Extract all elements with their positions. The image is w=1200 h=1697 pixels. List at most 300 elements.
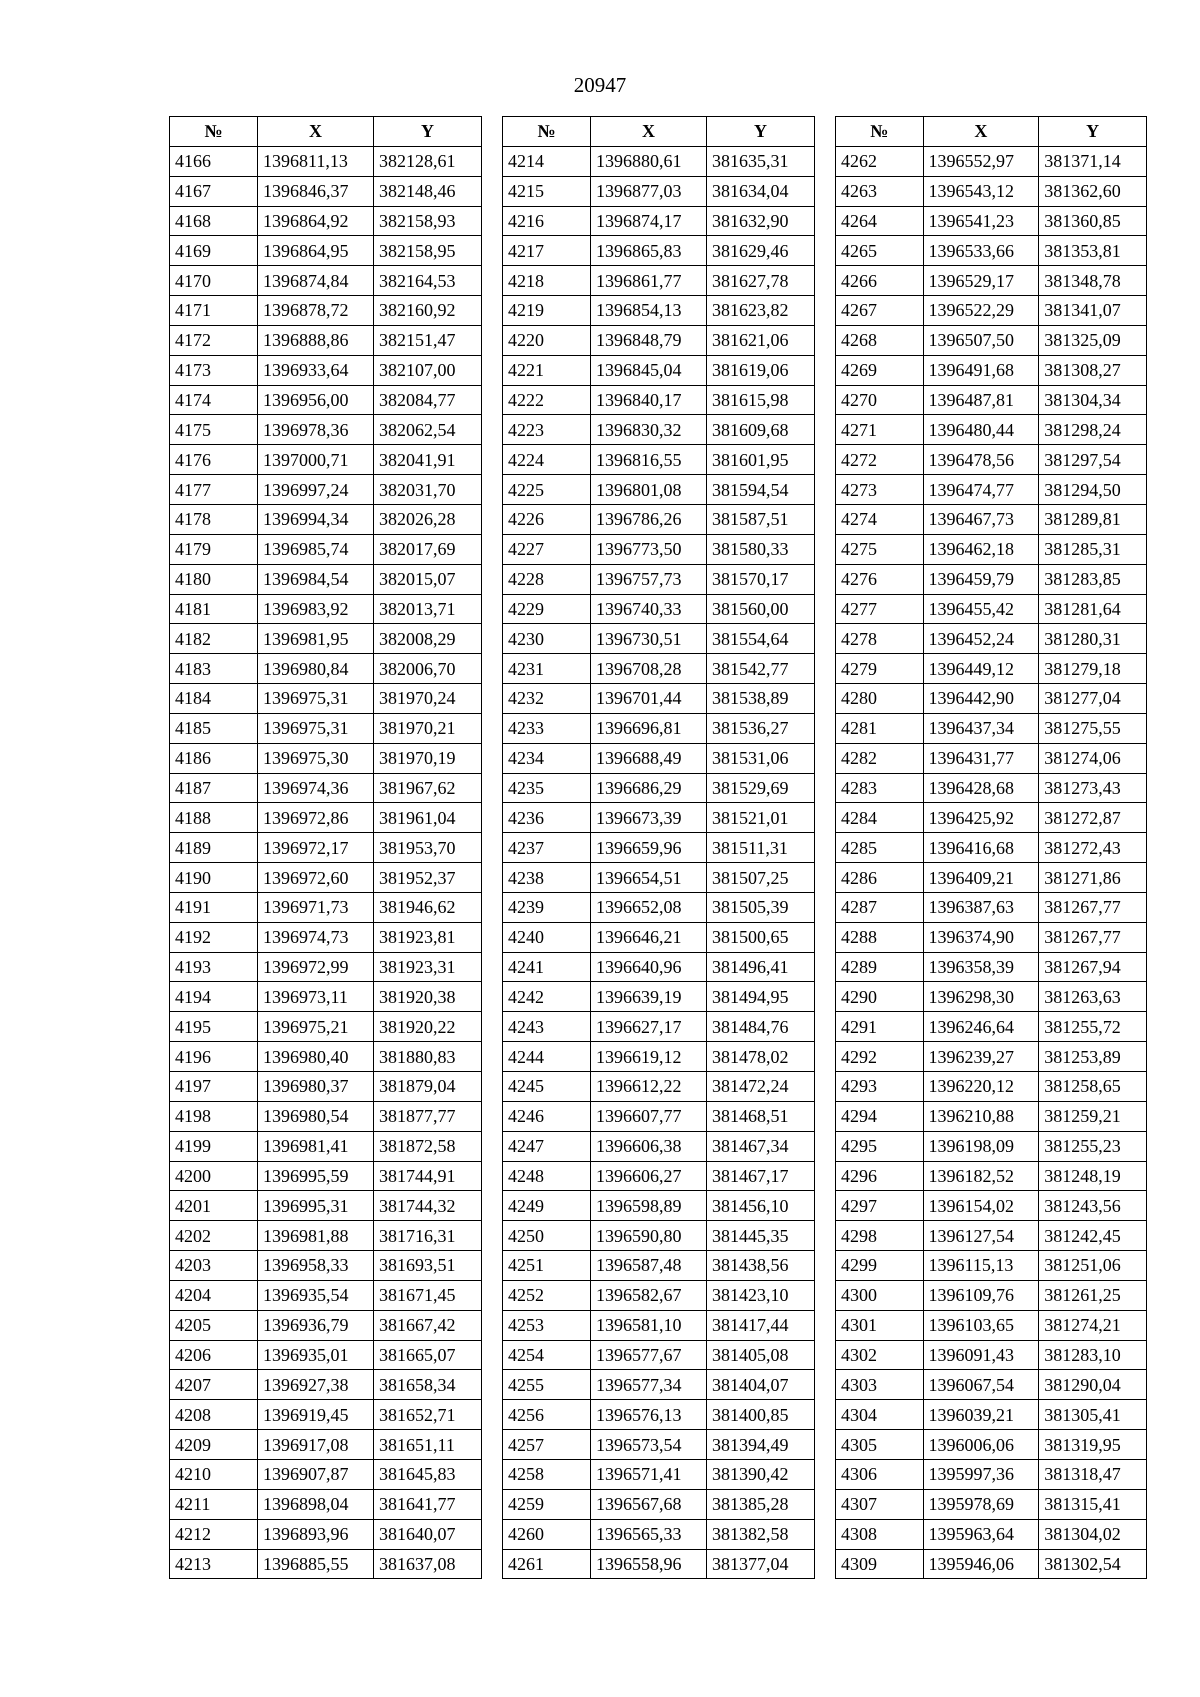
table-row [170, 892, 482, 922]
table-row [503, 713, 815, 743]
y-coordinate-cell: 382158,93 [374, 206, 482, 236]
y-coordinate-cell: 381274,21 [1039, 1310, 1147, 1340]
y-coordinate-cell: 382041,91 [374, 445, 482, 475]
x-coordinate-cell: 1396864,92 [258, 206, 374, 236]
table-row [170, 952, 482, 982]
table-row [836, 1101, 1147, 1131]
y-coordinate-cell: 381308,27 [1039, 355, 1147, 385]
x-coordinate-cell: 1396978,36 [258, 415, 374, 445]
table-row [503, 773, 815, 803]
table-row [836, 654, 1147, 684]
point-number-cell: 4239 [503, 892, 591, 922]
x-coordinate-cell: 1396567,68 [591, 1489, 707, 1519]
header-y: Y [1039, 117, 1147, 147]
point-number-cell: 4279 [836, 654, 924, 684]
point-number-cell: 4174 [170, 385, 258, 415]
y-coordinate-cell: 381634,04 [707, 176, 815, 206]
y-coordinate-cell: 381632,90 [707, 206, 815, 236]
point-number-cell: 4254 [503, 1340, 591, 1370]
y-coordinate-cell: 382013,71 [374, 594, 482, 624]
point-number-cell: 4247 [503, 1131, 591, 1161]
y-coordinate-cell: 381283,10 [1039, 1340, 1147, 1370]
point-number-cell: 4195 [170, 1012, 258, 1042]
table-row [170, 325, 482, 355]
x-coordinate-cell: 1396182,52 [923, 1161, 1039, 1191]
table-row [503, 534, 815, 564]
x-coordinate-cell: 1396571,41 [591, 1459, 707, 1489]
y-coordinate-cell: 381305,41 [1039, 1400, 1147, 1430]
y-coordinate-cell: 381360,85 [1039, 206, 1147, 236]
table-row [503, 296, 815, 326]
y-coordinate-cell: 381304,02 [1039, 1519, 1147, 1549]
x-coordinate-cell: 1396773,50 [591, 534, 707, 564]
y-coordinate-cell: 381627,78 [707, 266, 815, 296]
x-coordinate-cell: 1396880,61 [591, 146, 707, 176]
table-row [836, 176, 1147, 206]
x-coordinate-cell: 1396582,67 [591, 1280, 707, 1310]
y-coordinate-cell: 381290,04 [1039, 1370, 1147, 1400]
y-coordinate-cell: 381667,42 [374, 1310, 482, 1340]
x-coordinate-cell: 1397000,71 [258, 445, 374, 475]
y-coordinate-cell: 381304,34 [1039, 385, 1147, 415]
table-row [503, 445, 815, 475]
y-coordinate-cell: 381255,72 [1039, 1012, 1147, 1042]
point-number-cell: 4212 [170, 1519, 258, 1549]
table-row [170, 1012, 482, 1042]
point-number-cell: 4207 [170, 1370, 258, 1400]
y-coordinate-cell: 381554,64 [707, 624, 815, 654]
x-coordinate-cell: 1396006,06 [923, 1430, 1039, 1460]
point-number-cell: 4255 [503, 1370, 591, 1400]
y-coordinate-cell: 381267,77 [1039, 922, 1147, 952]
table-row [836, 743, 1147, 773]
point-number-cell: 4284 [836, 803, 924, 833]
x-coordinate-cell: 1396885,55 [258, 1549, 374, 1579]
point-number-cell: 4197 [170, 1072, 258, 1102]
table-row [170, 445, 482, 475]
table-row [836, 355, 1147, 385]
x-coordinate-cell: 1396975,30 [258, 743, 374, 773]
y-coordinate-cell: 381693,51 [374, 1251, 482, 1281]
y-coordinate-cell: 381651,11 [374, 1430, 482, 1460]
x-coordinate-cell: 1396861,77 [591, 266, 707, 296]
y-coordinate-cell: 381645,83 [374, 1459, 482, 1489]
y-coordinate-cell: 381385,28 [707, 1489, 815, 1519]
table-row [170, 1430, 482, 1460]
table-row [836, 1340, 1147, 1370]
y-coordinate-cell: 381609,68 [707, 415, 815, 445]
table-row [503, 1072, 815, 1102]
point-number-cell: 4182 [170, 624, 258, 654]
x-coordinate-cell: 1396298,30 [923, 982, 1039, 1012]
table-row [836, 863, 1147, 893]
x-coordinate-cell: 1396409,21 [923, 863, 1039, 893]
table-row [836, 594, 1147, 624]
table-row [503, 504, 815, 534]
x-coordinate-cell: 1396985,74 [258, 534, 374, 564]
table-row [836, 982, 1147, 1012]
x-coordinate-cell: 1396757,73 [591, 564, 707, 594]
y-coordinate-cell: 381946,62 [374, 892, 482, 922]
x-coordinate-cell: 1396577,34 [591, 1370, 707, 1400]
table-row [836, 1370, 1147, 1400]
coordinate-table-3 [835, 116, 1147, 1579]
x-coordinate-cell: 1396474,77 [923, 475, 1039, 505]
table-row [503, 325, 815, 355]
point-number-cell: 4215 [503, 176, 591, 206]
table-body [503, 146, 815, 1579]
y-coordinate-cell: 381255,23 [1039, 1131, 1147, 1161]
coordinate-table-2 [502, 116, 815, 1579]
y-coordinate-cell: 381394,49 [707, 1430, 815, 1460]
point-number-cell: 4272 [836, 445, 924, 475]
y-coordinate-cell: 381744,32 [374, 1191, 482, 1221]
x-coordinate-cell: 1396981,88 [258, 1221, 374, 1251]
table-row [836, 1191, 1147, 1221]
table-row [503, 1131, 815, 1161]
x-coordinate-cell: 1396981,41 [258, 1131, 374, 1161]
table-row [503, 982, 815, 1012]
point-number-cell: 4227 [503, 534, 591, 564]
point-number-cell: 4190 [170, 863, 258, 893]
table-row [503, 564, 815, 594]
y-coordinate-cell: 382158,95 [374, 236, 482, 266]
y-coordinate-cell: 382015,07 [374, 564, 482, 594]
table-row [503, 803, 815, 833]
y-coordinate-cell: 381542,77 [707, 654, 815, 684]
table-row [170, 564, 482, 594]
x-coordinate-cell: 1396984,54 [258, 564, 374, 594]
table-row [170, 266, 482, 296]
table-row [503, 1519, 815, 1549]
y-coordinate-cell: 381970,24 [374, 684, 482, 714]
table-row [503, 266, 815, 296]
header-y: Y [374, 117, 482, 147]
table-row [170, 1459, 482, 1489]
x-coordinate-cell: 1396127,54 [923, 1221, 1039, 1251]
x-coordinate-cell: 1396956,00 [258, 385, 374, 415]
table-row [170, 1221, 482, 1251]
y-coordinate-cell: 381744,91 [374, 1161, 482, 1191]
y-coordinate-cell: 381467,34 [707, 1131, 815, 1161]
y-coordinate-cell: 381594,54 [707, 475, 815, 505]
x-coordinate-cell: 1396972,99 [258, 952, 374, 982]
y-coordinate-cell: 381445,35 [707, 1221, 815, 1251]
table-row [170, 475, 482, 505]
table-row [170, 684, 482, 714]
y-coordinate-cell: 381289,81 [1039, 504, 1147, 534]
table-row [170, 982, 482, 1012]
point-number-cell: 4293 [836, 1072, 924, 1102]
y-coordinate-cell: 381283,85 [1039, 564, 1147, 594]
y-coordinate-cell: 381587,51 [707, 504, 815, 534]
x-coordinate-cell: 1396431,77 [923, 743, 1039, 773]
point-number-cell: 4291 [836, 1012, 924, 1042]
y-coordinate-cell: 381923,81 [374, 922, 482, 952]
table-row [170, 1072, 482, 1102]
x-coordinate-cell: 1396612,22 [591, 1072, 707, 1102]
y-coordinate-cell: 381619,06 [707, 355, 815, 385]
point-number-cell: 4280 [836, 684, 924, 714]
table-row [170, 624, 482, 654]
y-coordinate-cell: 381275,55 [1039, 713, 1147, 743]
x-coordinate-cell: 1396980,37 [258, 1072, 374, 1102]
header-row [836, 117, 1147, 147]
y-coordinate-cell: 381456,10 [707, 1191, 815, 1221]
y-coordinate-cell: 381467,17 [707, 1161, 815, 1191]
x-coordinate-cell: 1396358,39 [923, 952, 1039, 982]
x-coordinate-cell: 1396543,12 [923, 176, 1039, 206]
x-coordinate-cell: 1396467,73 [923, 504, 1039, 534]
point-number-cell: 4210 [170, 1459, 258, 1489]
table-row [503, 1101, 815, 1131]
point-number-cell: 4263 [836, 176, 924, 206]
table-row [836, 1072, 1147, 1102]
table-row [170, 922, 482, 952]
y-coordinate-cell: 381404,07 [707, 1370, 815, 1400]
coordinate-table-1 [169, 116, 482, 1579]
point-number-cell: 4224 [503, 445, 591, 475]
point-number-cell: 4299 [836, 1251, 924, 1281]
table-row [170, 594, 482, 624]
point-number-cell: 4203 [170, 1251, 258, 1281]
x-coordinate-cell: 1396974,73 [258, 922, 374, 952]
x-coordinate-cell: 1396577,67 [591, 1340, 707, 1370]
y-coordinate-cell: 382031,70 [374, 475, 482, 505]
point-number-cell: 4266 [836, 266, 924, 296]
x-coordinate-cell: 1396452,24 [923, 624, 1039, 654]
header-row [503, 117, 815, 147]
point-number-cell: 4187 [170, 773, 258, 803]
point-number-cell: 4306 [836, 1459, 924, 1489]
point-number-cell: 4199 [170, 1131, 258, 1161]
y-coordinate-cell: 381923,31 [374, 952, 482, 982]
table-row [503, 176, 815, 206]
table-row [170, 1310, 482, 1340]
header-number: № [503, 117, 591, 147]
x-coordinate-cell: 1396846,37 [258, 176, 374, 206]
table-row [836, 206, 1147, 236]
point-number-cell: 4269 [836, 355, 924, 385]
x-coordinate-cell: 1396980,84 [258, 654, 374, 684]
x-coordinate-cell: 1396975,21 [258, 1012, 374, 1042]
x-coordinate-cell: 1396801,08 [591, 475, 707, 505]
x-coordinate-cell: 1396459,79 [923, 564, 1039, 594]
y-coordinate-cell: 381496,41 [707, 952, 815, 982]
x-coordinate-cell: 1396686,29 [591, 773, 707, 803]
x-coordinate-cell: 1396606,38 [591, 1131, 707, 1161]
table-row [503, 1489, 815, 1519]
table-row [503, 743, 815, 773]
point-number-cell: 4297 [836, 1191, 924, 1221]
y-coordinate-cell: 381880,83 [374, 1042, 482, 1072]
table-row [836, 1459, 1147, 1489]
y-coordinate-cell: 381641,77 [374, 1489, 482, 1519]
point-number-cell: 4245 [503, 1072, 591, 1102]
point-number-cell: 4298 [836, 1221, 924, 1251]
table-row [170, 803, 482, 833]
point-number-cell: 4211 [170, 1489, 258, 1519]
point-number-cell: 4233 [503, 713, 591, 743]
table-row [836, 1251, 1147, 1281]
y-coordinate-cell: 381263,63 [1039, 982, 1147, 1012]
y-coordinate-cell: 381538,89 [707, 684, 815, 714]
point-number-cell: 4296 [836, 1161, 924, 1191]
y-coordinate-cell: 381629,46 [707, 236, 815, 266]
x-coordinate-cell: 1396659,96 [591, 833, 707, 863]
y-coordinate-cell: 381500,65 [707, 922, 815, 952]
y-coordinate-cell: 381341,07 [1039, 296, 1147, 326]
x-coordinate-cell: 1396972,17 [258, 833, 374, 863]
table-row [170, 1340, 482, 1370]
point-number-cell: 4268 [836, 325, 924, 355]
x-coordinate-cell: 1396154,02 [923, 1191, 1039, 1221]
point-number-cell: 4234 [503, 743, 591, 773]
y-coordinate-cell: 381271,86 [1039, 863, 1147, 893]
table-row [836, 1221, 1147, 1251]
x-coordinate-cell: 1396701,44 [591, 684, 707, 714]
x-coordinate-cell: 1396533,66 [923, 236, 1039, 266]
x-coordinate-cell: 1395963,64 [923, 1519, 1039, 1549]
table-body [836, 146, 1147, 1579]
point-number-cell: 4253 [503, 1310, 591, 1340]
x-coordinate-cell: 1396995,31 [258, 1191, 374, 1221]
y-coordinate-cell: 381248,19 [1039, 1161, 1147, 1191]
x-coordinate-cell: 1396811,13 [258, 146, 374, 176]
x-coordinate-cell: 1396115,13 [923, 1251, 1039, 1281]
x-coordinate-cell: 1396522,29 [923, 296, 1039, 326]
point-number-cell: 4251 [503, 1251, 591, 1281]
point-number-cell: 4283 [836, 773, 924, 803]
x-coordinate-cell: 1396980,40 [258, 1042, 374, 1072]
table-row [503, 892, 815, 922]
x-coordinate-cell: 1396983,92 [258, 594, 374, 624]
table-row [170, 1549, 482, 1579]
y-coordinate-cell: 381243,56 [1039, 1191, 1147, 1221]
table-row [503, 1012, 815, 1042]
x-coordinate-cell: 1396478,56 [923, 445, 1039, 475]
point-number-cell: 4275 [836, 534, 924, 564]
x-coordinate-cell: 1395946,06 [923, 1549, 1039, 1579]
table-row [170, 1191, 482, 1221]
point-number-cell: 4184 [170, 684, 258, 714]
y-coordinate-cell: 381272,87 [1039, 803, 1147, 833]
y-coordinate-cell: 381259,21 [1039, 1101, 1147, 1131]
x-coordinate-cell: 1396239,27 [923, 1042, 1039, 1072]
point-number-cell: 4218 [503, 266, 591, 296]
point-number-cell: 4242 [503, 982, 591, 1012]
point-number-cell: 4214 [503, 146, 591, 176]
y-coordinate-cell: 381348,78 [1039, 266, 1147, 296]
y-coordinate-cell: 381658,34 [374, 1370, 482, 1400]
y-coordinate-cell: 381623,82 [707, 296, 815, 326]
y-coordinate-cell: 381529,69 [707, 773, 815, 803]
y-coordinate-cell: 381362,60 [1039, 176, 1147, 206]
point-number-cell: 4308 [836, 1519, 924, 1549]
x-coordinate-cell: 1395997,36 [923, 1459, 1039, 1489]
point-number-cell: 4205 [170, 1310, 258, 1340]
point-number-cell: 4303 [836, 1370, 924, 1400]
point-number-cell: 4177 [170, 475, 258, 505]
point-number-cell: 4201 [170, 1191, 258, 1221]
table-row [503, 1161, 815, 1191]
table-row [503, 654, 815, 684]
y-coordinate-cell: 381280,31 [1039, 624, 1147, 654]
y-coordinate-cell: 381494,95 [707, 982, 815, 1012]
point-number-cell: 4202 [170, 1221, 258, 1251]
point-number-cell: 4248 [503, 1161, 591, 1191]
x-coordinate-cell: 1396619,12 [591, 1042, 707, 1072]
x-coordinate-cell: 1396491,68 [923, 355, 1039, 385]
table-row [836, 296, 1147, 326]
point-number-cell: 4307 [836, 1489, 924, 1519]
point-number-cell: 4250 [503, 1221, 591, 1251]
x-coordinate-cell: 1396541,23 [923, 206, 1039, 236]
y-coordinate-cell: 381879,04 [374, 1072, 482, 1102]
table-row [170, 743, 482, 773]
point-number-cell: 4213 [170, 1549, 258, 1579]
point-number-cell: 4305 [836, 1430, 924, 1460]
point-number-cell: 4216 [503, 206, 591, 236]
x-coordinate-cell: 1396210,88 [923, 1101, 1039, 1131]
point-number-cell: 4276 [836, 564, 924, 594]
point-number-cell: 4193 [170, 952, 258, 982]
table-row [503, 1280, 815, 1310]
point-number-cell: 4175 [170, 415, 258, 445]
point-number-cell: 4171 [170, 296, 258, 326]
x-coordinate-cell: 1396845,04 [591, 355, 707, 385]
y-coordinate-cell: 381258,65 [1039, 1072, 1147, 1102]
x-coordinate-cell: 1396972,60 [258, 863, 374, 893]
point-number-cell: 4262 [836, 146, 924, 176]
x-coordinate-cell: 1396997,24 [258, 475, 374, 505]
table-row [503, 1191, 815, 1221]
table-row [503, 1221, 815, 1251]
table-row [170, 1251, 482, 1281]
x-coordinate-cell: 1396480,44 [923, 415, 1039, 445]
y-coordinate-cell: 381601,95 [707, 445, 815, 475]
y-coordinate-cell: 381920,38 [374, 982, 482, 1012]
x-coordinate-cell: 1396877,03 [591, 176, 707, 206]
y-coordinate-cell: 381302,54 [1039, 1549, 1147, 1579]
y-coordinate-cell: 381279,18 [1039, 654, 1147, 684]
point-number-cell: 4166 [170, 146, 258, 176]
y-coordinate-cell: 381877,77 [374, 1101, 482, 1131]
table-row [836, 1280, 1147, 1310]
point-number-cell: 4290 [836, 982, 924, 1012]
y-coordinate-cell: 381511,31 [707, 833, 815, 863]
x-coordinate-cell: 1396428,68 [923, 773, 1039, 803]
point-number-cell: 4192 [170, 922, 258, 952]
table-row [836, 1400, 1147, 1430]
table-row [170, 206, 482, 236]
point-number-cell: 4219 [503, 296, 591, 326]
y-coordinate-cell: 381423,10 [707, 1280, 815, 1310]
table-row [170, 1042, 482, 1072]
point-number-cell: 4257 [503, 1430, 591, 1460]
point-number-cell: 4278 [836, 624, 924, 654]
table-row [503, 475, 815, 505]
table-row [836, 922, 1147, 952]
table-row [836, 146, 1147, 176]
table-row [503, 1549, 815, 1579]
x-coordinate-cell: 1396975,31 [258, 684, 374, 714]
point-number-cell: 4274 [836, 504, 924, 534]
x-coordinate-cell: 1396816,55 [591, 445, 707, 475]
y-coordinate-cell: 381267,77 [1039, 892, 1147, 922]
point-number-cell: 4169 [170, 236, 258, 266]
table-row [503, 146, 815, 176]
